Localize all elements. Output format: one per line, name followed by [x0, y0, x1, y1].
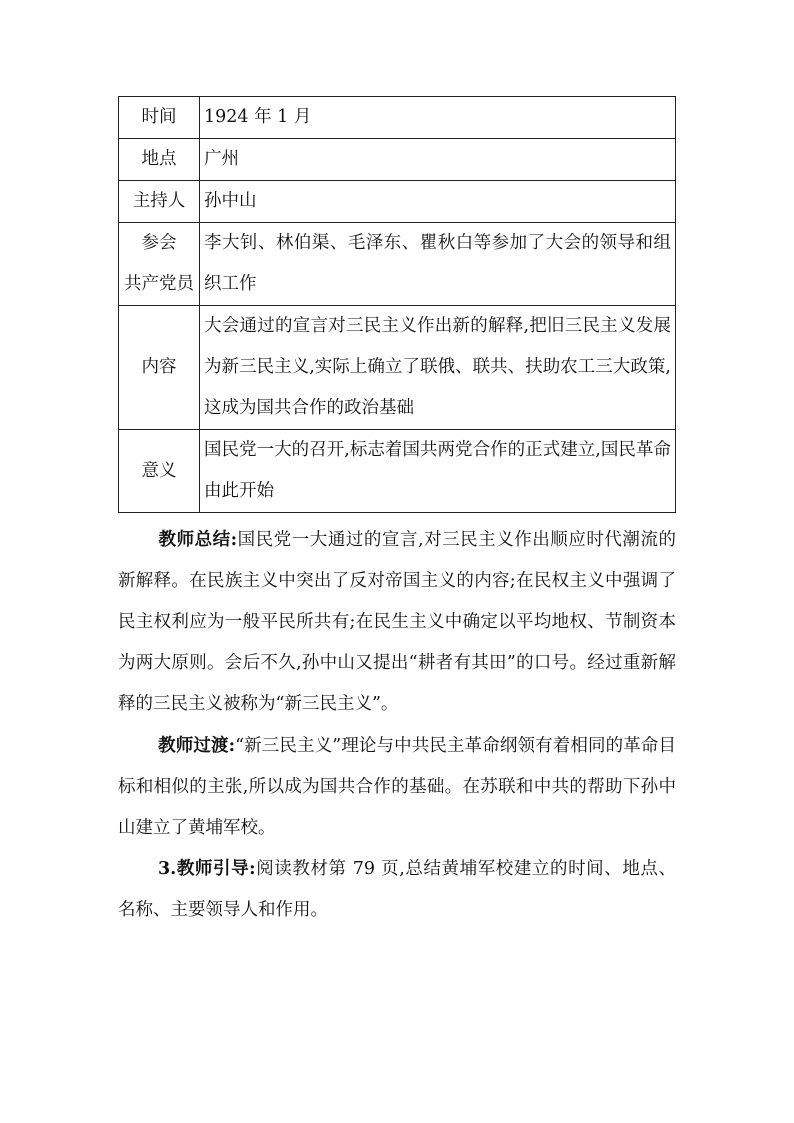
- row-label-place: 地点: [119, 139, 200, 181]
- row-value-place: 广州: [200, 139, 676, 181]
- row-label-members-line2: 共产党员: [124, 274, 194, 294]
- table-row: [119, 430, 676, 513]
- paragraph-text: 国民党一大通过的宣言,对三民主义作出顺应时代潮流的新解释。在民族主义中突出了反对帝国主义的内容;在民权主义中强调了民主权利应为一般平民所共有;在民生主义中确定以平均地权、节制资本为两大原则。会后不久,孙中山又提出“耕者有其田”的口号。经过重新解释的三民主义被称为“新三民主义”。: [118, 530, 676, 714]
- row-label-host: 主持人: [119, 181, 200, 223]
- row-label-time: 时间: [119, 97, 200, 139]
- row-value-significance: 国民党一大的召开,标志着国共两党合作的正式建立,国民革命由此开始: [200, 430, 676, 513]
- conference-info-table: [118, 96, 676, 513]
- table-row: [119, 97, 676, 139]
- row-value-content: 大会通过的宣言对三民主义作出新的解释,把旧三民主义发展为新三民主义,实际上确立了联俄、联共、扶助农工三大政策,这成为国共合作的政治基础: [200, 306, 676, 430]
- row-label-members: [119, 223, 200, 306]
- row-value-members: 李大钊、林伯渠、毛泽东、瞿秋白等参加了大会的领导和组织工作: [200, 223, 676, 306]
- paragraph-lead: 教师过渡:: [158, 736, 236, 756]
- row-label-significance: 意义: [119, 430, 200, 513]
- row-value-host: 孙中山: [200, 181, 676, 223]
- table-row: [119, 223, 676, 306]
- paragraph-lead: 教师总结:: [158, 530, 238, 550]
- paragraph-lead: 3.教师引导:: [158, 859, 256, 879]
- teacher-guide-paragraph: [118, 849, 676, 931]
- paragraph-text: 阅读教材第 79 页,总结黄埔军校建立的时间、地点、名称、主要领导人和作用。: [118, 859, 676, 920]
- teacher-summary-paragraph: [118, 520, 676, 725]
- teacher-transition-paragraph: [118, 726, 676, 849]
- table-row: [119, 306, 676, 430]
- table-row: [119, 181, 676, 223]
- row-label-members-line1: 参会: [141, 233, 177, 253]
- table-row: [119, 139, 676, 181]
- paragraph-text: “新三民主义”理论与中共民主革命纲领有着相同的革命目标和相似的主张,所以成为国共合作的基础。在苏联和中共的帮助下孙中山建立了黄埔军校。: [118, 736, 676, 838]
- row-label-content: 内容: [119, 306, 200, 430]
- row-value-time: 1924 年 1 月: [200, 97, 676, 139]
